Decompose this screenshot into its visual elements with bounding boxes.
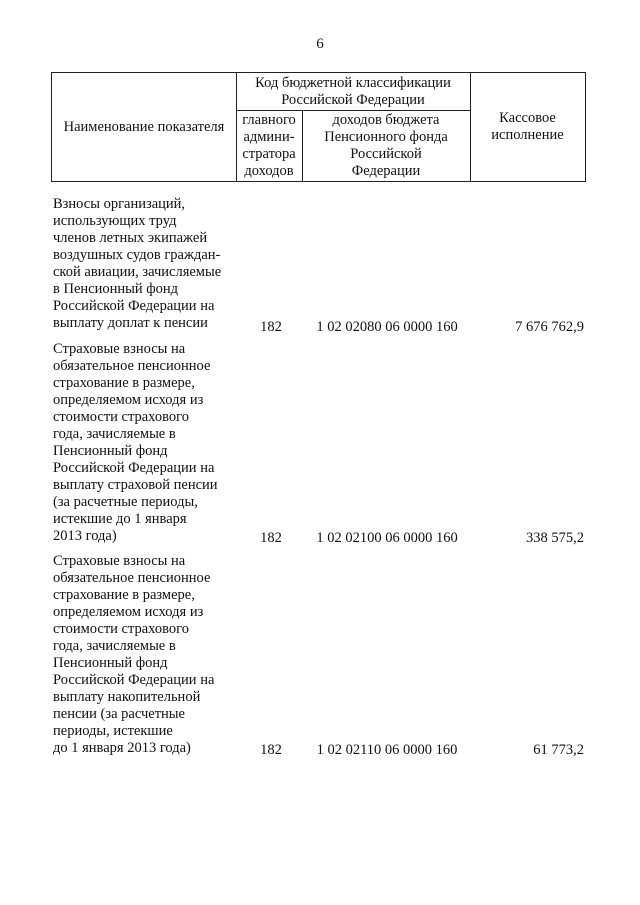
table-header: [51, 72, 586, 182]
header-kbk-column: [302, 110, 470, 181]
row-admin-code: 182: [260, 742, 282, 758]
row-amount: 61 773,2: [533, 742, 584, 758]
header-kbk-line: Пенсионного фонда: [324, 128, 448, 145]
table-row: [51, 196, 586, 336]
row-amount: 7 676 762,9: [515, 319, 584, 335]
header-admin-column: [236, 110, 302, 181]
header-kbk-group-line: Российской Федерации: [281, 91, 425, 108]
table-row: [51, 553, 586, 759]
header-admin-line: стратора: [242, 145, 296, 162]
row-kbk-code: 1 02 02110 06 0000 160: [316, 742, 458, 758]
row-kbk-code: 1 02 02100 06 0000 160: [316, 530, 458, 546]
row-indicator-name: Страховые взносы на обязательное пенсионное страхование в размере, определяемом исходя из стоимости страхового года, зачисляемые в Пенсионный фонд Российской Федерации на выплату накопительной пенсии (за расчетные периоды, истекшие до 1 января 2013 года): [53, 553, 215, 756]
row-admin-code: 182: [260, 319, 282, 335]
row-amount: 338 575,2: [526, 530, 584, 546]
page-number: 6: [316, 36, 324, 52]
row-indicator-name: Страховые взносы на обязательное пенсионное страхование в размере, определяемом исходя из стоимости страхового года, зачисляемые в Пенсионный фонд Российской Федерации на выплату страховой пенсии (за расчетные периоды, истекшие до 1 января 2013 года): [53, 341, 218, 544]
row-kbk-code: 1 02 02080 06 0000 160: [316, 319, 458, 335]
header-kbk-line: Российской: [350, 145, 422, 162]
header-kbk-group: [236, 73, 470, 110]
header-amount-column: [470, 73, 585, 181]
row-indicator-name: Взносы организаций, использующих труд членов летных экипажей воздушных судов граждан- ской авиации, зачисляемые в Пенсионный фонд Российской Федерации на выплату доплат к пенсии: [53, 196, 222, 331]
header-kbk-line: Федерации: [351, 162, 421, 179]
header-admin-line: админи-: [243, 128, 295, 145]
header-name-label: Наименование показателя: [63, 118, 225, 135]
header-kbk-group-line: Код бюджетной классификации: [255, 74, 451, 91]
header-amount-line: Кассовое: [499, 110, 556, 126]
row-admin-code: 182: [260, 530, 282, 546]
header-name-column: [52, 73, 236, 181]
table-row: [51, 341, 586, 547]
header-kbk-line: доходов бюджета: [332, 111, 440, 128]
header-admin-line: главного: [242, 111, 296, 128]
header-admin-line: доходов: [244, 162, 294, 179]
header-amount-line: исполнение: [491, 127, 564, 143]
